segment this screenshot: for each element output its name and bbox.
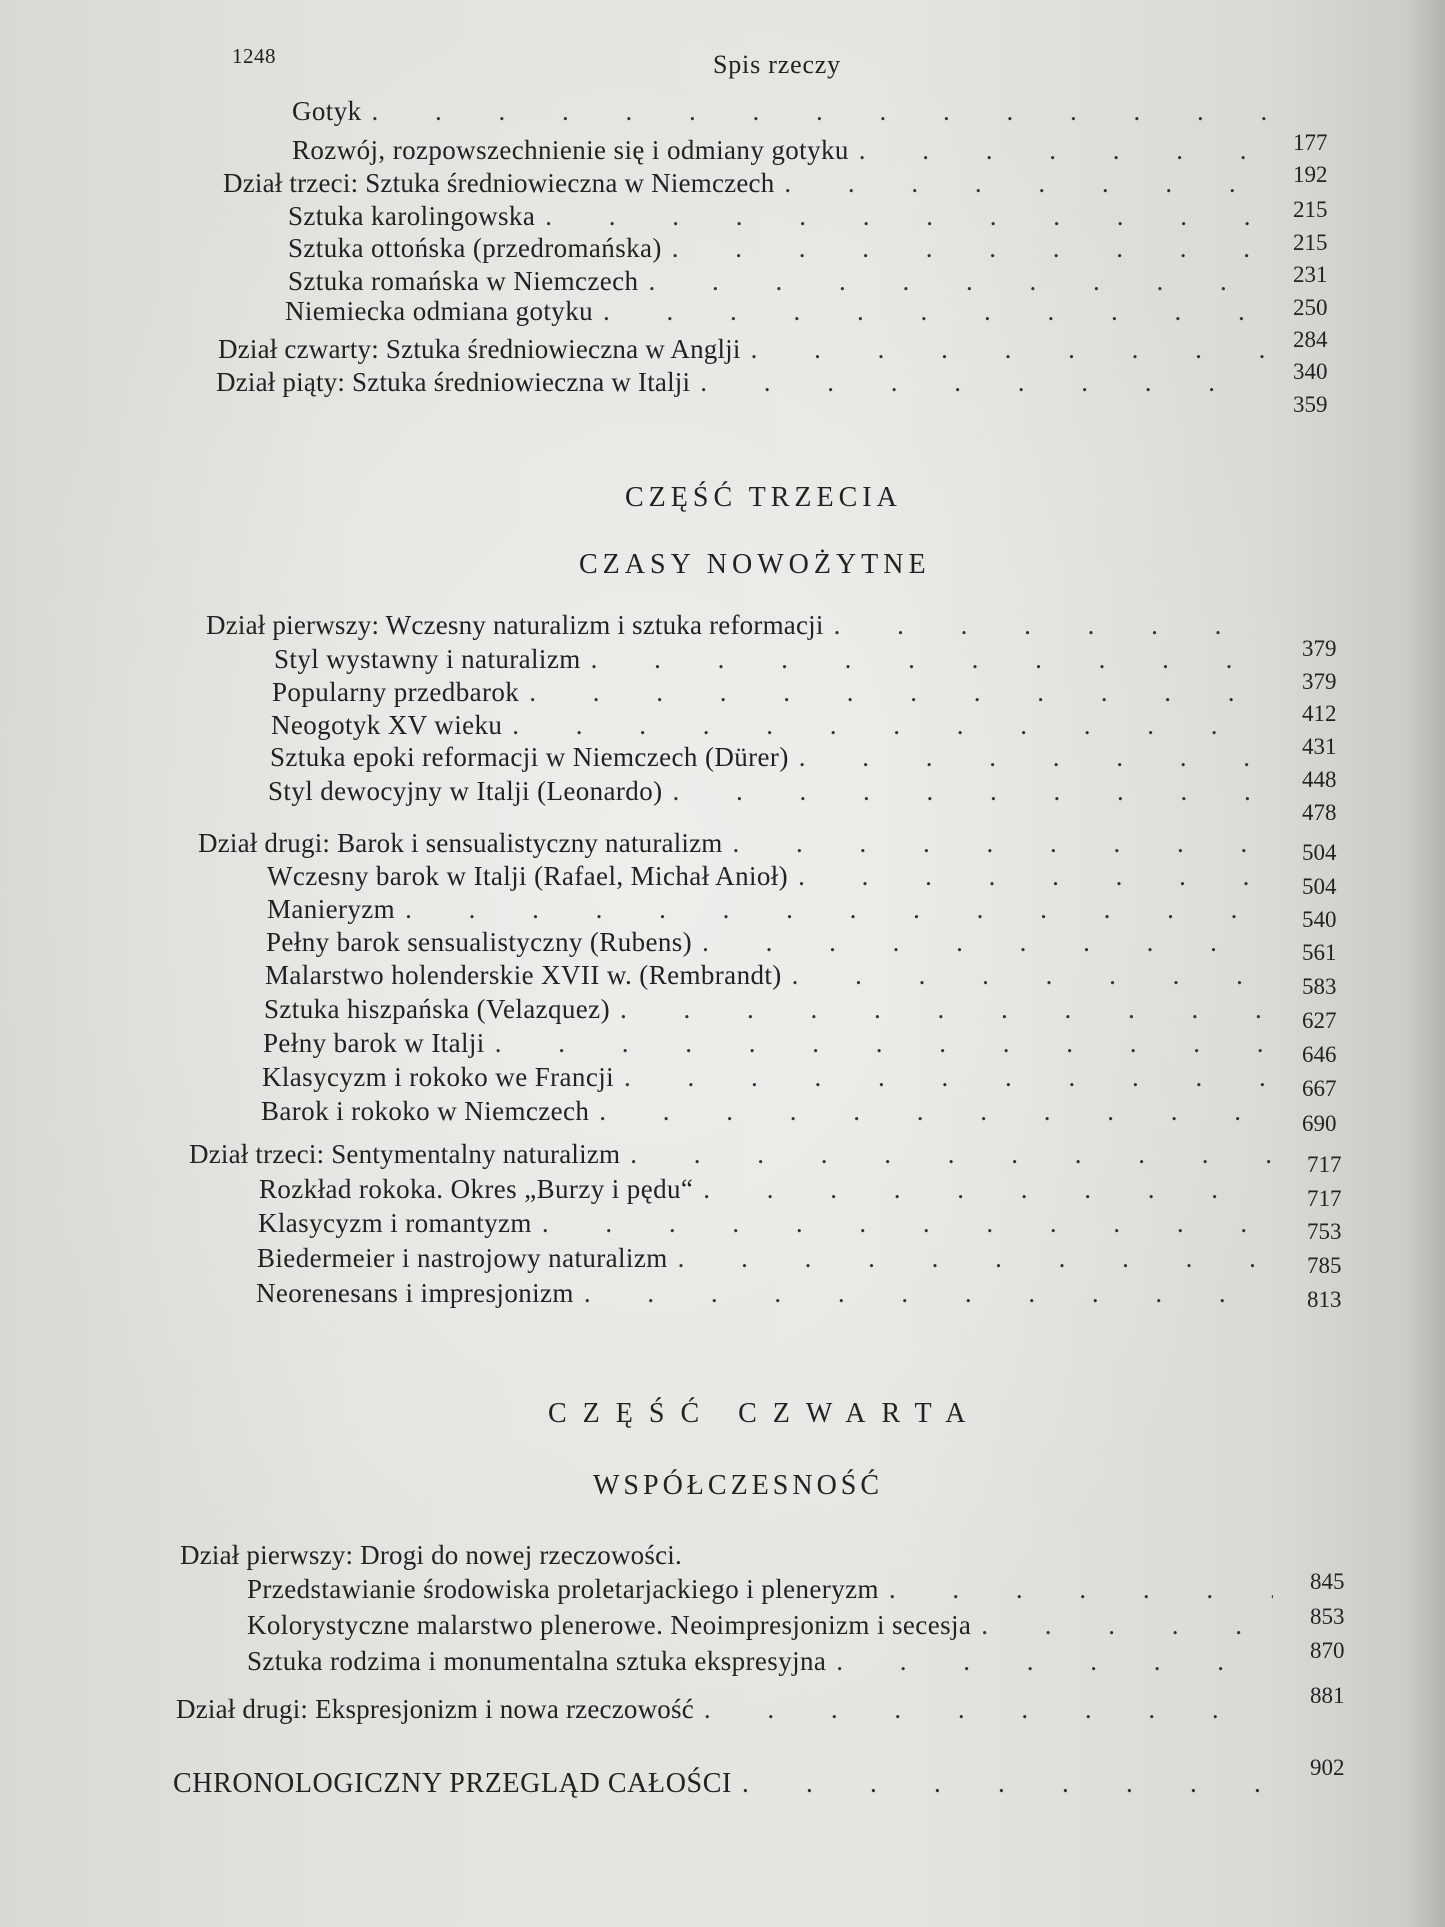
toc-page-number: 379 (1302, 636, 1337, 661)
toc-page-number: 717 (1307, 1186, 1342, 1211)
leader-dots (574, 1280, 1273, 1307)
toc-entry-label: Przedstawianie środowiska proletarjackiego i pleneryzm (247, 1574, 879, 1604)
leader-dots (741, 336, 1273, 363)
toc-entry (218, 336, 1273, 363)
toc-entry (262, 1064, 1273, 1091)
part-subtitle: CZASY NOWOŻYTNE (579, 549, 931, 580)
toc-entry-label: Dział czwarty: Sztuka średniowieczna w Anglji (218, 334, 741, 364)
toc-entry (267, 896, 1273, 923)
toc-entry (274, 646, 1273, 673)
toc-page-number: 753 (1307, 1219, 1342, 1244)
toc-page-number: 646 (1302, 1042, 1337, 1067)
toc-page-number: 785 (1307, 1253, 1342, 1278)
toc-page-number: 340 (1293, 359, 1328, 384)
toc-page-number: 231 (1293, 262, 1328, 287)
toc-entry-label: Sztuka ottońska (przedromańska) (288, 233, 662, 263)
toc-entry-label: Dział pierwszy: Drogi do nowej rzeczowości. (180, 1540, 682, 1570)
toc-entry-label: Sztuka epoki reformacji w Niemczech (Dürer) (270, 742, 789, 772)
leader-dots (788, 863, 1273, 890)
toc-entry (271, 712, 1273, 739)
toc-entry-label: Dział piąty: Sztuka średniowieczna w Italji (216, 367, 691, 397)
leader-dots (668, 1245, 1273, 1272)
toc-entry-label: Dział trzeci: Sentymentalny naturalizm (189, 1139, 621, 1169)
leader-dots (593, 298, 1273, 325)
toc-entry (267, 863, 1273, 890)
toc-entry-label: Sztuka rodzima i monumentalna sztuka ekspresyjna (247, 1646, 827, 1676)
toc-entry (176, 1696, 1273, 1723)
toc-page-number: 504 (1302, 840, 1337, 865)
toc-entry-label: Biedermeier i nastrojowy naturalizm (257, 1243, 668, 1273)
toc-entry-label: Neogotyk XV wieku (271, 710, 503, 740)
toc-entry (247, 1648, 1273, 1675)
part-heading: CZĘŚĆ TRZECIA (625, 482, 902, 513)
toc-entry-label: Pełny barok sensualistyczny (Rubens) (266, 927, 693, 957)
toc-entry-label: Sztuka romańska w Niemczech (288, 266, 639, 296)
leader-dots (589, 1098, 1273, 1125)
toc-entry-label: Dział drugi: Ekspresjonizm i nowa rzeczowość (176, 1694, 694, 1724)
leader-dots (519, 679, 1273, 706)
toc-page-number: 448 (1302, 767, 1337, 792)
toc-page-number: 379 (1302, 669, 1337, 694)
toc-entry (257, 1245, 1273, 1272)
toc-entry (264, 996, 1273, 1023)
leader-dots (502, 712, 1273, 739)
toc-entry (206, 612, 1273, 639)
toc-entry (292, 137, 1272, 164)
toc-entry-label: Rozwój, rozpowszechnienie się i odmiany gotyku (292, 135, 849, 165)
toc-entry (266, 929, 1273, 956)
toc-page-number: 359 (1293, 392, 1328, 417)
toc-page-number: 853 (1310, 1604, 1345, 1629)
toc-entry-label: Wczesny barok w Italji (Rafael, Michał Anioł) (267, 861, 789, 891)
toc-page-number: 192 (1293, 162, 1328, 187)
toc-page-number: 881 (1310, 1683, 1345, 1708)
toc-page-number: 412 (1302, 701, 1337, 726)
toc-entry (288, 268, 1273, 295)
toc-entry-label: Styl dewocyjny w Italji (Leonardo) (268, 776, 663, 806)
toc-entry (268, 778, 1273, 805)
leader-dots (824, 612, 1273, 639)
toc-entry-label: Styl wystawny i naturalizm (274, 644, 581, 674)
leader-dots (971, 1612, 1273, 1639)
toc-entry (261, 1098, 1273, 1125)
toc-entry (256, 1280, 1273, 1307)
toc-entry-label: Dział drugi: Barok i sensualistyczny naturalizm (198, 828, 723, 858)
leader-dots (610, 996, 1273, 1023)
leader-dots (362, 98, 1273, 125)
toc-page-number: 284 (1293, 327, 1328, 352)
toc-entry-label: Pełny barok w Italji (263, 1028, 485, 1058)
toc-entry-label: Klasycyzm i rokoko we Francji (262, 1062, 615, 1092)
toc-page-number: 177 (1293, 130, 1328, 155)
leader-dots (485, 1030, 1273, 1057)
toc-entry-label: Dział trzeci: Sztuka średniowieczna w Niemczech (223, 168, 775, 198)
part-heading: CZĘŚĆ CZWARTA (548, 1398, 982, 1429)
gutter-shadow (1405, 0, 1445, 1927)
leader-dots (692, 929, 1273, 956)
toc-entry (272, 679, 1273, 706)
toc-entry (223, 170, 1273, 197)
page-number: 1248 (232, 44, 276, 68)
leader-dots (774, 170, 1273, 197)
toc-entry (288, 235, 1273, 262)
toc-entry-label: Popularny przedbarok (272, 677, 520, 707)
toc-entry (259, 1176, 1273, 1203)
leader-dots (732, 1770, 1273, 1798)
toc-entry (173, 1770, 1273, 1798)
toc-entry (189, 1141, 1273, 1168)
toc-page-number: 717 (1307, 1152, 1342, 1177)
toc-page-number: 561 (1302, 940, 1337, 965)
toc-entry (216, 369, 1273, 396)
leader-dots (694, 1696, 1273, 1723)
toc-entry (198, 830, 1273, 857)
toc-page-number: 504 (1302, 874, 1337, 899)
toc-page-number: 215 (1293, 197, 1328, 222)
toc-entry-label: Manieryzm (267, 894, 396, 924)
leader-dots (395, 896, 1273, 923)
toc-page-number: 215 (1293, 230, 1328, 255)
toc-entry (270, 744, 1273, 771)
leader-dots (532, 1210, 1273, 1237)
leader-dots (849, 137, 1272, 164)
toc-entry-label: Rozkład rokoka. Okres „Burzy i pędu“ (259, 1174, 694, 1204)
part-subtitle: WSPÓŁCZESNOŚĆ (593, 1470, 884, 1501)
toc-entry (263, 1030, 1273, 1057)
toc-entry (247, 1612, 1273, 1639)
toc-page-number: 667 (1302, 1076, 1337, 1101)
toc-entry-label: Malarstwo holenderskie XVII w. (Rembrandt) (265, 960, 782, 990)
leader-dots (723, 830, 1273, 857)
toc-entry (285, 298, 1273, 325)
leader-dots (535, 203, 1273, 230)
toc-entry-label: Sztuka karolingowska (288, 201, 536, 231)
leader-dots (879, 1576, 1273, 1603)
toc-entry (258, 1210, 1273, 1237)
toc-entry-label: Kolorystyczne malarstwo plenerowe. Neoimpresjonizm i secesja (247, 1610, 972, 1640)
leader-dots (826, 1648, 1273, 1675)
toc-page-number: 250 (1293, 295, 1328, 320)
toc-entry (265, 962, 1273, 989)
leader-dots (690, 369, 1273, 396)
toc-entry (288, 203, 1273, 230)
toc-page-number: 845 (1310, 1569, 1345, 1594)
toc-page-number: 870 (1310, 1638, 1345, 1663)
toc-page-number: 813 (1307, 1287, 1342, 1312)
leader-dots (614, 1064, 1273, 1091)
toc-entry-label: Barok i rokoko w Niemczech (261, 1096, 590, 1126)
toc-entry-label: Sztuka hiszpańska (Velazquez) (264, 994, 610, 1024)
toc-page-number: 627 (1302, 1008, 1337, 1033)
leader-dots (581, 646, 1273, 673)
toc-entry-label: Dział pierwszy: Wczesny naturalizm i sztuka reformacji (206, 610, 824, 640)
toc-entry-label: CHRONOLOGICZNY PRZEGLĄD CAŁOŚCI (173, 1768, 732, 1799)
toc-page-number: 902 (1310, 1755, 1345, 1780)
leader-dots (789, 744, 1273, 771)
toc-page-number: 540 (1302, 907, 1337, 932)
toc-page-number: 431 (1302, 734, 1337, 759)
toc-page-number: 583 (1302, 974, 1337, 999)
running-title: Spis rzeczy (713, 50, 841, 79)
leader-dots (638, 268, 1273, 295)
leader-dots (693, 1176, 1273, 1203)
leader-dots (663, 778, 1273, 805)
toc-page-number: 690 (1302, 1111, 1337, 1136)
leader-dots (620, 1141, 1273, 1168)
toc-entry (247, 1576, 1273, 1603)
toc-entry (292, 98, 1272, 125)
leader-dots (782, 962, 1273, 989)
toc-entry-label: Neorenesans i impresjonizm (256, 1278, 574, 1308)
toc-entry-label: Niemiecka odmiana gotyku (285, 296, 594, 326)
leader-dots (662, 235, 1273, 262)
toc-page-number: 478 (1302, 800, 1337, 825)
toc-entry-label: Klasycyzm i romantyzm (258, 1208, 532, 1238)
toc-entry-label: Gotyk (292, 96, 362, 126)
